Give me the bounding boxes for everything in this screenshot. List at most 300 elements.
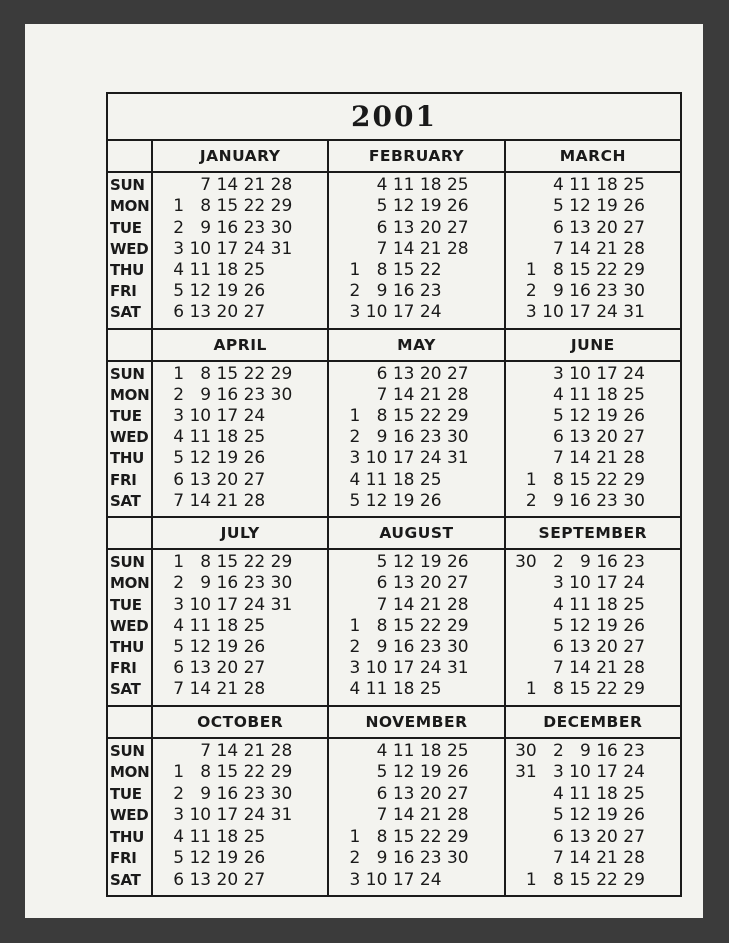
date-cell: 12	[392, 552, 415, 573]
date-cell: 15	[216, 762, 239, 783]
weekday-row	[514, 740, 676, 761]
weekday-label: FRI	[110, 659, 137, 678]
date-cell: 14	[216, 740, 239, 761]
date-cell	[473, 764, 500, 781]
weekday-row	[161, 740, 323, 761]
date-cell: 21	[596, 448, 618, 469]
date-cell: 27	[446, 363, 469, 384]
date-cell: 5	[173, 636, 185, 657]
date-cell: 1	[349, 406, 361, 426]
date-cell: 2	[552, 552, 564, 573]
date-cell: 26	[446, 552, 469, 573]
weekday-row	[337, 554, 499, 571]
date-cell: 8	[552, 679, 564, 700]
date-cell	[337, 387, 364, 404]
date-cell: 3	[349, 302, 361, 323]
weekday-row	[161, 259, 323, 280]
date-cell: 10	[365, 302, 388, 323]
date-cell: 9	[200, 217, 212, 238]
date-cell: 12	[569, 615, 591, 636]
date-cell	[269, 681, 296, 698]
date-cell	[473, 597, 500, 614]
date-cell: 1	[525, 869, 537, 890]
date-cell: 16	[392, 281, 415, 302]
weekday-row	[337, 384, 499, 405]
date-cell	[649, 618, 676, 635]
date-cell: 23	[623, 552, 645, 573]
date-cell	[473, 681, 500, 698]
date-cell: 10	[189, 594, 212, 615]
weekday-row	[337, 429, 499, 446]
month-days-grid	[506, 362, 680, 517]
date-cell: 27	[623, 217, 645, 238]
date-cell	[649, 639, 676, 656]
date-cell: 7	[552, 238, 564, 259]
date-cell: 24	[596, 302, 618, 323]
date-cell: 4	[376, 740, 388, 761]
date-cell: 21	[596, 238, 618, 259]
date-cell: 29	[270, 552, 293, 573]
date-cell: 13	[569, 217, 591, 238]
date-cell: 27	[243, 869, 266, 890]
date-cell	[446, 262, 473, 279]
date-cell: 25	[419, 679, 442, 700]
date-cell: 11	[569, 384, 591, 405]
date-cell: 8	[376, 406, 388, 426]
weekday-row	[514, 217, 676, 238]
weekday-label: TUE	[110, 784, 142, 803]
date-cell: 24	[243, 238, 266, 259]
date-cell: 4	[552, 175, 564, 196]
date-cell: 2	[349, 427, 361, 448]
weekday-row	[337, 615, 499, 636]
month-block	[151, 707, 327, 896]
date-cell: 13	[392, 363, 415, 384]
date-cell: 5	[552, 805, 564, 826]
date-cell	[649, 743, 676, 760]
date-cell: 16	[216, 217, 239, 238]
weekday-row	[337, 408, 499, 425]
date-cell: 24	[623, 363, 645, 384]
date-cell	[337, 241, 364, 258]
date-cell	[337, 575, 364, 592]
date-cell: 14	[189, 490, 212, 511]
date-cell	[514, 597, 541, 614]
date-cell: 9	[579, 740, 591, 761]
date-cell: 13	[569, 636, 591, 657]
date-cell	[649, 472, 676, 489]
date-cell: 4	[376, 175, 388, 196]
date-cell	[269, 304, 296, 321]
date-cell: 19	[216, 448, 239, 469]
date-cell	[446, 472, 473, 489]
month-block	[151, 330, 327, 519]
weekday-label: TUE	[110, 595, 142, 614]
date-cell	[649, 493, 676, 510]
date-cell: 5	[552, 196, 564, 217]
date-cell	[296, 472, 323, 489]
date-cell: 28	[270, 175, 293, 196]
date-cell	[473, 387, 500, 404]
date-cell	[514, 241, 541, 258]
date-cell: 20	[596, 217, 618, 238]
date-cell	[649, 304, 676, 321]
date-cell: 23	[243, 384, 266, 405]
date-cell: 3	[173, 238, 185, 259]
date-cell: 22	[419, 826, 442, 847]
weekday-label: MON	[110, 385, 150, 404]
date-cell	[649, 807, 676, 824]
date-cell: 19	[596, 406, 618, 426]
date-cell: 21	[216, 679, 239, 700]
date-cell: 1	[525, 469, 537, 490]
date-cell: 6	[552, 427, 564, 448]
date-cell: 9	[200, 573, 212, 594]
weekday-label: MON	[110, 574, 150, 593]
date-cell: 1	[173, 363, 185, 384]
date-cell: 15	[392, 615, 415, 636]
month-block	[504, 707, 680, 896]
weekday-row	[161, 660, 323, 677]
date-cell: 10	[569, 573, 591, 594]
date-cell	[473, 639, 500, 656]
weekday-row	[337, 681, 499, 698]
date-cell: 18	[596, 175, 618, 196]
date-cell: 17	[596, 573, 618, 594]
date-cell	[337, 177, 364, 194]
weekday-label: TUE	[110, 407, 142, 425]
date-cell: 4	[552, 783, 564, 804]
date-cell: 12	[392, 196, 415, 217]
date-cell: 20	[216, 302, 239, 323]
date-cell: 22	[243, 196, 266, 217]
date-cell: 6	[376, 217, 388, 238]
date-cell: 28	[243, 679, 266, 700]
date-cell	[649, 283, 676, 300]
date-cell	[473, 450, 500, 467]
date-cell: 21	[243, 175, 266, 196]
date-cell: 23	[596, 490, 618, 511]
date-cell: 17	[569, 302, 591, 323]
date-cell: 7	[173, 679, 185, 700]
date-cell: 29	[623, 679, 645, 700]
date-cell	[296, 872, 323, 889]
month-name: AUGUST	[329, 518, 503, 550]
date-cell: 19	[216, 636, 239, 657]
date-cell	[296, 450, 323, 467]
date-cell: 5	[173, 281, 185, 302]
month-name: JANUARY	[153, 141, 327, 173]
date-cell: 9	[200, 783, 212, 804]
weekday-row	[514, 615, 676, 636]
date-cell	[649, 554, 676, 571]
date-cell: 26	[243, 448, 266, 469]
date-cell: 8	[376, 615, 388, 636]
date-cell: 4	[349, 679, 361, 700]
date-cell: 30	[446, 848, 469, 869]
date-cell: 6	[376, 573, 388, 594]
date-cell	[514, 177, 541, 194]
weekday-label: WED	[110, 428, 149, 447]
weekday-label: WED	[110, 239, 149, 258]
date-cell: 7	[173, 490, 185, 511]
date-cell: 15	[569, 869, 591, 890]
date-cell: 31	[270, 805, 293, 826]
weekday-row	[514, 408, 676, 425]
date-cell: 12	[189, 281, 212, 302]
day-label-column	[108, 707, 151, 896]
date-cell: 7	[200, 740, 212, 761]
date-cell: 24	[419, 448, 442, 469]
date-cell: 18	[216, 427, 239, 448]
weekday-row	[514, 764, 676, 781]
date-cell: 10	[189, 238, 212, 259]
date-cell: 14	[189, 679, 212, 700]
weekday-row	[514, 177, 676, 194]
date-cell	[269, 262, 296, 279]
month-days-grid	[506, 173, 680, 328]
date-cell: 21	[419, 384, 442, 405]
date-cell: 3	[349, 448, 361, 469]
date-cell	[473, 872, 500, 889]
date-cell: 13	[392, 783, 415, 804]
date-cell: 5	[349, 490, 361, 511]
weekday-label: THU	[110, 827, 145, 846]
date-cell: 26	[446, 762, 469, 783]
weekday-label: WED	[110, 616, 149, 635]
weekday-row	[514, 469, 676, 490]
date-cell: 17	[392, 448, 415, 469]
date-cell: 25	[243, 826, 266, 847]
date-cell: 22	[243, 762, 266, 783]
date-cell: 9	[200, 384, 212, 405]
date-cell	[649, 450, 676, 467]
month-block	[327, 330, 503, 519]
date-cell: 21	[419, 805, 442, 826]
date-cell: 13	[189, 869, 212, 890]
date-cell: 5	[376, 196, 388, 217]
label-spacer	[108, 707, 151, 739]
date-cell: 10	[542, 302, 564, 323]
date-cell: 11	[569, 175, 591, 196]
date-cell: 18	[392, 469, 415, 490]
weekday-row	[337, 740, 499, 761]
date-cell: 21	[216, 490, 239, 511]
date-cell	[296, 639, 323, 656]
weekday-row	[161, 198, 323, 215]
date-cell: 17	[392, 869, 415, 890]
weekday-row	[337, 450, 499, 467]
weekday-row	[161, 304, 323, 321]
month-days-grid	[329, 739, 503, 896]
date-cell: 8	[552, 259, 564, 280]
date-cell	[161, 177, 188, 194]
date-cell	[296, 618, 323, 635]
date-cell: 20	[419, 783, 442, 804]
date-cell: 30	[623, 281, 645, 302]
weekday-row	[514, 490, 676, 511]
date-cell: 12	[189, 448, 212, 469]
date-cell	[514, 850, 541, 867]
month-days-grid	[153, 550, 327, 705]
weekday-row	[337, 217, 499, 238]
date-cell: 10	[365, 448, 388, 469]
date-cell: 14	[569, 448, 591, 469]
date-cell: 8	[552, 869, 564, 890]
date-cell	[296, 220, 323, 237]
date-cell: 21	[596, 848, 618, 869]
weekday-row	[161, 636, 323, 657]
date-cell: 25	[243, 259, 266, 280]
date-cell: 15	[392, 406, 415, 426]
date-cell: 20	[419, 573, 442, 594]
date-cell: 7	[376, 594, 388, 615]
date-cell	[514, 450, 541, 467]
date-cell: 17	[216, 238, 239, 259]
date-cell	[473, 177, 500, 194]
month-block	[504, 330, 680, 519]
weekday-row	[161, 764, 323, 781]
date-cell: 12	[189, 848, 212, 869]
date-cell	[337, 764, 364, 781]
weekday-label: TUE	[110, 218, 142, 237]
date-cell: 26	[243, 281, 266, 302]
date-cell: 11	[189, 615, 212, 636]
date-cell: 31	[446, 448, 469, 469]
date-cell: 23	[419, 427, 442, 448]
date-cell: 21	[596, 658, 618, 679]
weekday-row	[514, 594, 676, 615]
date-cell: 4	[173, 427, 185, 448]
weekday-label: SAT	[110, 680, 141, 699]
date-cell: 14	[392, 238, 415, 259]
date-cell: 17	[596, 363, 618, 384]
date-cell	[296, 366, 323, 383]
date-cell: 16	[392, 848, 415, 869]
date-cell	[446, 283, 473, 300]
date-cell	[649, 220, 676, 237]
month-block	[504, 141, 680, 330]
date-cell: 2	[525, 490, 537, 511]
date-cell	[337, 198, 364, 215]
date-cell	[337, 807, 364, 824]
weekday-label: SUN	[110, 176, 145, 195]
weekday-row	[514, 850, 676, 867]
weekday-row	[337, 259, 499, 280]
date-cell	[649, 408, 676, 425]
date-cell	[473, 198, 500, 215]
date-cell: 31	[623, 302, 645, 323]
date-cell	[473, 304, 500, 321]
label-spacer	[108, 141, 151, 173]
date-cell	[296, 807, 323, 824]
weekday-row	[161, 826, 323, 847]
date-cell	[296, 786, 323, 803]
date-cell	[296, 743, 323, 760]
date-cell	[337, 743, 364, 760]
date-cell: 10	[365, 869, 388, 890]
date-cell	[514, 786, 541, 803]
date-cell: 4	[173, 615, 185, 636]
month-days-grid	[506, 550, 680, 705]
date-cell	[296, 177, 323, 194]
date-cell: 29	[270, 196, 293, 217]
date-cell: 30	[270, 783, 293, 804]
date-cell: 5	[173, 848, 185, 869]
date-cell: 24	[243, 594, 266, 615]
date-cell: 27	[243, 302, 266, 323]
date-cell: 31	[270, 594, 293, 615]
date-cell	[473, 786, 500, 803]
date-cell: 8	[376, 826, 388, 847]
date-cell: 15	[569, 259, 591, 280]
date-cell: 27	[446, 573, 469, 594]
weekday-row	[514, 450, 676, 467]
day-label-column	[108, 141, 151, 330]
date-cell: 14	[569, 238, 591, 259]
weekday-row	[514, 660, 676, 677]
weekday-row	[161, 450, 323, 467]
date-cell: 16	[392, 427, 415, 448]
date-cell: 27	[243, 658, 266, 679]
date-cell: 9	[552, 281, 564, 302]
date-cell: 6	[552, 217, 564, 238]
weekday-row	[337, 238, 499, 259]
date-cell: 10	[569, 762, 591, 783]
date-cell: 22	[243, 363, 266, 384]
date-cell: 2	[349, 281, 361, 302]
date-cell	[649, 681, 676, 698]
date-cell: 21	[419, 238, 442, 259]
date-cell: 6	[376, 363, 388, 384]
date-cell: 15	[216, 196, 239, 217]
date-cell	[649, 177, 676, 194]
date-cell: 29	[446, 406, 469, 426]
weekday-row	[514, 198, 676, 215]
date-cell: 9	[552, 490, 564, 511]
date-cell: 9	[376, 636, 388, 657]
date-cell: 15	[216, 552, 239, 573]
date-cell: 2	[173, 384, 185, 405]
weekday-row	[514, 554, 676, 571]
date-cell: 12	[569, 196, 591, 217]
date-cell: 22	[596, 679, 618, 700]
date-cell: 7	[376, 384, 388, 405]
date-cell: 16	[216, 573, 239, 594]
date-cell: 14	[569, 848, 591, 869]
date-cell: 13	[569, 427, 591, 448]
date-cell: 23	[419, 848, 442, 869]
weekday-row	[161, 615, 323, 636]
month-days-grid	[153, 173, 327, 328]
date-cell: 2	[349, 848, 361, 869]
date-cell	[296, 660, 323, 677]
month-block	[151, 518, 327, 707]
month-block	[327, 518, 503, 707]
weekday-row	[514, 869, 676, 890]
date-cell	[514, 429, 541, 446]
date-cell: 18	[216, 259, 239, 280]
weekday-row	[337, 660, 499, 677]
date-cell: 3	[552, 363, 564, 384]
date-cell: 11	[365, 469, 388, 490]
date-cell	[514, 198, 541, 215]
date-cell	[649, 241, 676, 258]
weekday-row	[337, 363, 499, 384]
month-name: DECEMBER	[506, 707, 680, 739]
date-cell: 11	[392, 175, 415, 196]
date-cell: 16	[569, 281, 591, 302]
